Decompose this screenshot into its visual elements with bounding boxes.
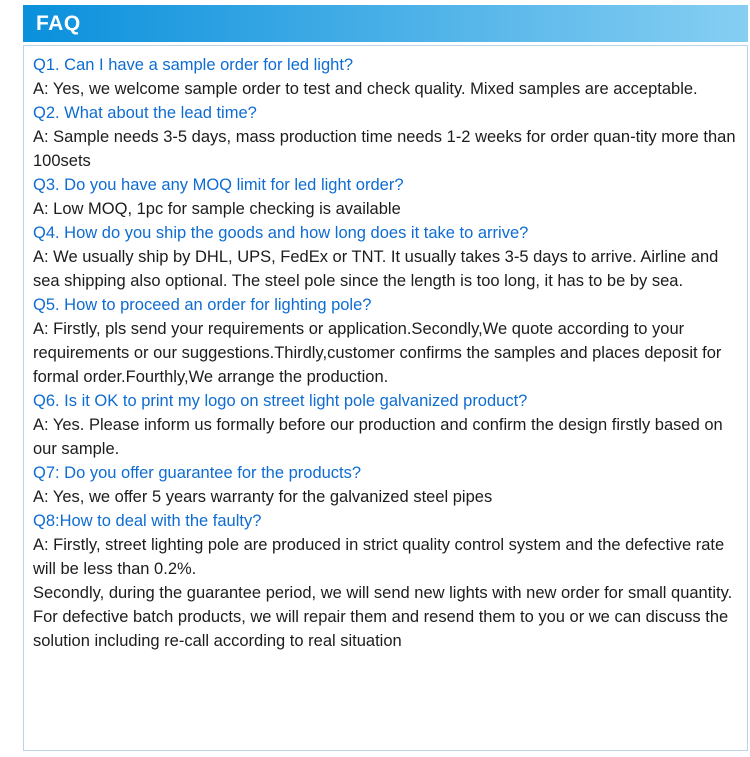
- faq-header-bar: [23, 5, 748, 42]
- faq-answer: A: Firstly, pls send your requirements or application.Secondly,We quote according to your requirements or our suggestions.Thirdly,customer confirms the samples and places deposit for formal order.Fourthly,We arrange the production.: [33, 320, 722, 386]
- faq-answer: A: Yes, we offer 5 years warranty for the galvanized steel pipes: [33, 488, 493, 506]
- faq-question: Q2. What about the lead time?: [33, 104, 257, 122]
- page-title: FAQ: [36, 11, 81, 35]
- faq-answer-continued: Secondly, during the guarantee period, we will send new lights with new order for small quantity. For defective batch products, we will repair them and resend them to you or we can discuss the solution including re-call according to real situation: [33, 584, 733, 650]
- faq-item: [33, 389, 738, 461]
- faq-item: [33, 101, 738, 173]
- faq-question: Q4. How do you ship the goods and how long does it take to arrive?: [33, 224, 529, 242]
- faq-item: [33, 509, 738, 653]
- faq-answer: A: Low MOQ, 1pc for sample checking is available: [33, 200, 401, 218]
- faq-question: Q3. Do you have any MOQ limit for led light order?: [33, 176, 404, 194]
- faq-answer: A: Firstly, street lighting pole are produced in strict quality control system and the defective rate will be less than 0.2%.: [33, 536, 725, 578]
- faq-answer: A: Yes. Please inform us formally before our production and confirm the design firstly based on our sample.: [33, 416, 723, 458]
- faq-question: Q5. How to proceed an order for lighting pole?: [33, 296, 372, 314]
- faq-question: Q8:How to deal with the faulty?: [33, 512, 262, 530]
- faq-item: [33, 173, 738, 221]
- faq-item: [33, 461, 738, 509]
- faq-question: Q1. Can I have a sample order for led light?: [33, 56, 354, 74]
- faq-question: Q7: Do you offer guarantee for the products?: [33, 464, 362, 482]
- faq-content-panel: [23, 45, 748, 751]
- faq-item: [33, 53, 738, 101]
- faq-answer: A: Yes, we welcome sample order to test and check quality. Mixed samples are acceptable.: [33, 80, 698, 98]
- faq-question: Q6. Is it OK to print my logo on street light pole galvanized product?: [33, 392, 528, 410]
- faq-answer: A: Sample needs 3-5 days, mass production time needs 1-2 weeks for order quan-tity more than 100sets: [33, 128, 736, 170]
- faq-item: [33, 221, 738, 293]
- faq-item: [33, 293, 738, 389]
- faq-answer: A: We usually ship by DHL, UPS, FedEx or TNT. It usually takes 3-5 days to arrive. Airline and sea shipping also optional. The steel pole since the length is too long, it has to be by sea.: [33, 248, 719, 290]
